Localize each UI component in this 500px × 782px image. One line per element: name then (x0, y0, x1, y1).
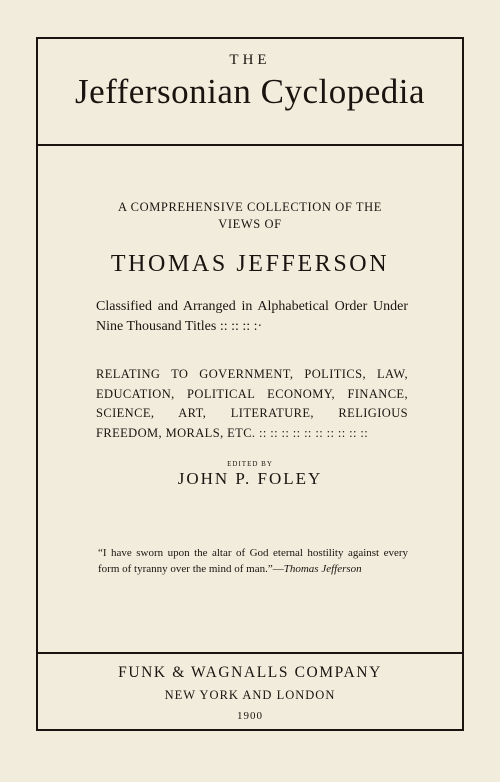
footer-divider (36, 652, 464, 654)
page-title: Jeffersonian Cyclopedia (74, 72, 426, 111)
edited-by-label: EDITED BY (227, 460, 273, 468)
header-divider (36, 144, 464, 146)
publisher-place: NEW YORK AND LONDON (164, 688, 336, 702)
quote-text: “I have sworn upon the altar of God eternal hostility against every form of tyranny over the mind of man.”— (98, 547, 408, 575)
publication-year: 1900 (237, 710, 263, 722)
intro-text: A COMPREHENSIVE COLLECTION OF THE VIEWS OF (117, 200, 383, 231)
title-article: THE (229, 52, 271, 68)
epigraph-quote (98, 545, 408, 577)
relating-text: RELATING TO GOVERNMENT, POLITICS, LAW, EDUCATION, POLITICAL ECONOMY, FINANCE, SCIENCE, ART, LITERATURE, RELIGIOUS FREEDOM, MORALS, ETC. :: :: :: :: :: :: :: :: :: :: (96, 367, 408, 440)
subject-name: THOMAS JEFFERSON (110, 251, 390, 277)
editor-name: JOHN P. FOLEY (177, 469, 323, 488)
quote-attribution: Thomas Jefferson (283, 563, 362, 575)
classified-text: Classified and Arranged in Alphabetical Order Under Nine Thousand Titles :: :: :: :· (96, 299, 408, 334)
publisher-name: FUNK & WAGNALLS COMPANY (118, 664, 382, 681)
